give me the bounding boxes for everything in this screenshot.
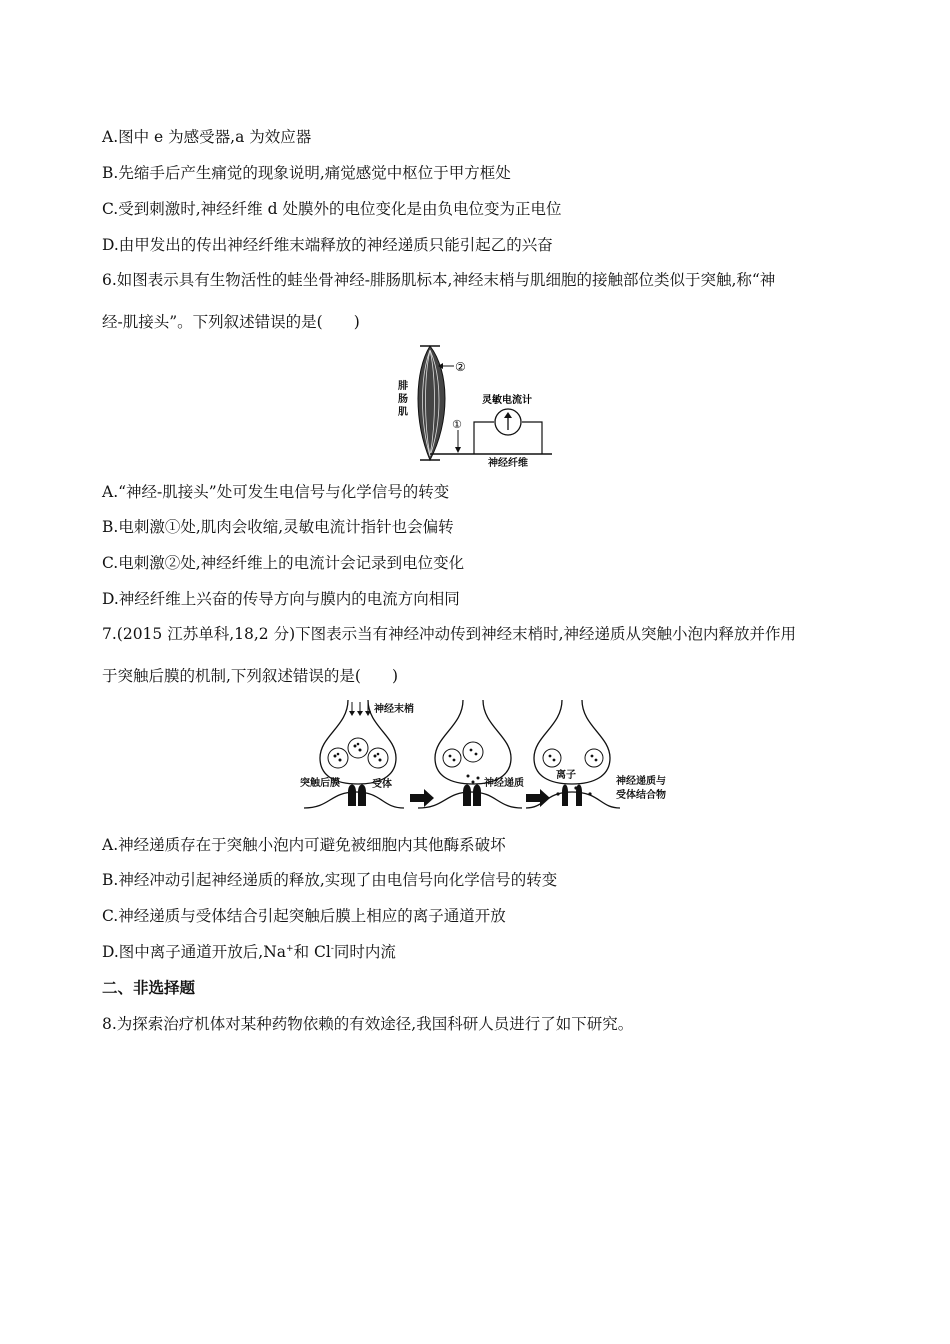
q7-option-d-sup2: - bbox=[330, 943, 334, 954]
q7-terminal-label: 神经末梢 bbox=[374, 704, 414, 715]
q7-option-b: B.神经冲动引起神经递质的释放,实现了由电信号向化学信号的转变 bbox=[102, 871, 558, 889]
q6-point2-label: ② bbox=[455, 360, 466, 374]
q7-option-d-suffix: 同时内流 bbox=[333, 943, 396, 961]
q5-option-a: A.图中 e 为感受器,a 为效应器 bbox=[102, 128, 312, 146]
q7-stem-line1: 7.(2015 江苏单科,18,2 分)下图表示当有神经冲动传到神经末梢时,神经递质从突触小泡内释放并作用 bbox=[102, 625, 797, 643]
q5-option-d: D.由甲发出的传出神经纤维末端释放的神经递质只能引起乙的兴奋 bbox=[102, 236, 553, 254]
q6-meter-label: 灵敏电流计 bbox=[482, 395, 532, 406]
q7-transmitter-label: 神经递质 bbox=[484, 778, 524, 789]
q6-nerve-fiber-label: 神经纤维 bbox=[488, 458, 528, 469]
q6-option-d: D.神经纤维上兴奋的传导方向与膜内的电流方向相同 bbox=[102, 590, 460, 608]
q6-point1-label: ① bbox=[452, 418, 462, 431]
q7-option-c: C.神经递质与受体结合引起突触后膜上相应的离子通道开放 bbox=[102, 907, 506, 925]
q5-option-c: C.受到刺激时,神经纤维 d 处膜外的电位变化是由负电位变为正电位 bbox=[102, 200, 562, 218]
q7-receptor-label: 受体 bbox=[372, 779, 392, 790]
q7-ion-label: 离子 bbox=[556, 770, 576, 781]
q5-option-b: B.先缩手后产生痛觉的现象说明,痛觉感觉中枢位于甲方框处 bbox=[102, 164, 511, 182]
q6-muscle-label: 腓 肠 肌 bbox=[398, 381, 408, 418]
q7-postsynaptic-label: 突触后膜 bbox=[300, 778, 340, 789]
q7-stem-line2: 于突触后膜的机制,下列叙述错误的是( ) bbox=[102, 667, 399, 685]
q7-option-a: A.神经递质存在于突触小泡内可避免被细胞内其他酶系破坏 bbox=[102, 836, 506, 854]
q7-option-d-mid: 和 Cl bbox=[293, 943, 331, 961]
q6-stem-line1: 6.如图表示具有生物活性的蛙坐骨神经-腓肠肌标本,神经末梢与肌细胞的接触部位类似于突触,称“神 bbox=[102, 271, 776, 289]
q6-stem-line2: 经-肌接头”。下列叙述错误的是( ) bbox=[102, 313, 360, 331]
q7-option-d-sup1: + bbox=[286, 943, 294, 954]
q6-option-c: C.电刺激②处,神经纤维上的电流计会记录到电位变化 bbox=[102, 554, 465, 572]
q8-stem: 8.为探索治疗机体对某种药物依赖的有效途径,我国科研人员进行了如下研究。 bbox=[102, 1015, 634, 1033]
q7-figure bbox=[300, 696, 670, 818]
section2-heading: 二、非选择题 bbox=[102, 979, 196, 997]
q7-bound-label-1: 神经递质与 bbox=[616, 776, 666, 787]
q7-option-d bbox=[102, 942, 396, 962]
q6-option-b: B.电刺激①处,肌肉会收缩,灵敏电流计指针也会偏转 bbox=[102, 518, 454, 536]
q7-option-d-prefix: D.图中离子通道开放后,Na bbox=[102, 943, 287, 961]
q7-bound-label-2: 受体结合物 bbox=[616, 790, 666, 801]
q6-figure bbox=[392, 342, 562, 469]
q6-option-a: A.“神经-肌接头”处可发生电信号与化学信号的转变 bbox=[102, 483, 450, 501]
